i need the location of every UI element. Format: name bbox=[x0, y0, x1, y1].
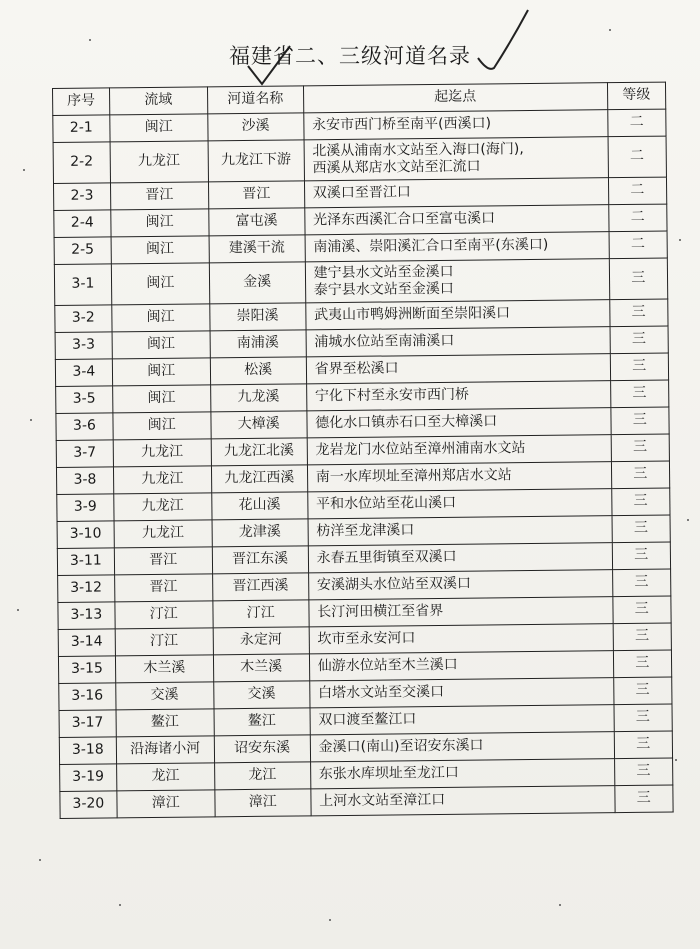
range-line: 坎市至永安河口 bbox=[317, 630, 416, 648]
document-title: 福建省二、三级河道名录 bbox=[229, 44, 471, 68]
cell-no: 3-6 bbox=[56, 413, 113, 441]
cell-basin: 九龙江 bbox=[113, 439, 211, 467]
cell-range bbox=[308, 516, 612, 546]
cell-grade: 三 bbox=[612, 596, 671, 624]
cell-range bbox=[310, 759, 614, 789]
cell-grade: 三 bbox=[614, 785, 673, 813]
cell-grade: 二 bbox=[608, 177, 667, 205]
cell-river-name: 崇阳溪 bbox=[209, 303, 305, 331]
cell-no: 3-2 bbox=[55, 305, 112, 333]
cell-range bbox=[310, 705, 614, 735]
cell-no: 3-18 bbox=[59, 737, 116, 765]
range-line: 金溪口(南山)至诏安东溪口 bbox=[318, 737, 484, 756]
cell-range bbox=[307, 489, 611, 519]
range-line: 双溪口至晋江口 bbox=[312, 184, 411, 202]
cell-grade: 二 bbox=[609, 231, 668, 259]
header-name: 河道名称 bbox=[207, 86, 303, 114]
range-line: 南一水库坝址至漳州郑店水文站 bbox=[315, 467, 512, 486]
range-line: 德化水口镇赤石口至大樟溪口 bbox=[315, 413, 498, 432]
cell-no: 3-13 bbox=[58, 602, 115, 630]
cell-basin: 晋江 bbox=[110, 182, 208, 210]
cell-river-name: 九龙江北溪 bbox=[211, 438, 307, 466]
range-line: 武夷山市鸭姆洲断面至崇阳溪口 bbox=[314, 305, 511, 324]
cell-range bbox=[306, 354, 610, 384]
cell-range bbox=[306, 381, 610, 411]
cell-grade: 三 bbox=[609, 258, 668, 300]
cell-no: 2-2 bbox=[53, 142, 110, 184]
cell-grade: 三 bbox=[613, 677, 672, 705]
cell-river-name: 九龙江西溪 bbox=[211, 465, 307, 493]
cell-grade: 三 bbox=[611, 488, 670, 516]
cell-basin: 九龙江 bbox=[114, 520, 212, 548]
header-no: 序号 bbox=[53, 88, 110, 116]
cell-range bbox=[304, 137, 608, 181]
range-line: 光泽东西溪汇合口至富屯溪口 bbox=[313, 210, 496, 229]
range-line: 平和水位站至花山溪口 bbox=[315, 495, 457, 513]
cell-range bbox=[308, 570, 612, 600]
range-line: 浦城水位站至南浦溪口 bbox=[314, 333, 455, 351]
cell-basin: 沿海诸小河 bbox=[116, 736, 214, 764]
cell-range bbox=[311, 786, 615, 816]
cell-no: 3-15 bbox=[58, 656, 115, 684]
cell-basin: 闽江 bbox=[112, 304, 210, 332]
table-row bbox=[60, 785, 673, 818]
cell-basin: 九龙江 bbox=[114, 493, 212, 521]
cell-grade: 三 bbox=[612, 515, 671, 543]
cell-range bbox=[309, 597, 613, 627]
cell-river-name: 龙津溪 bbox=[212, 519, 308, 547]
cell-grade: 二 bbox=[608, 204, 667, 232]
cell-range bbox=[307, 462, 611, 492]
cell-basin: 汀江 bbox=[115, 628, 213, 656]
cell-basin: 晋江 bbox=[114, 547, 212, 575]
cell-river-name: 花山溪 bbox=[211, 492, 307, 520]
cell-range bbox=[309, 624, 613, 654]
range-line: 枋洋至龙津溪口 bbox=[316, 522, 415, 540]
cell-basin: 闽江 bbox=[110, 114, 208, 142]
cell-no: 3-5 bbox=[56, 386, 113, 414]
cell-grade: 三 bbox=[613, 650, 672, 678]
header-range: 起迄点 bbox=[303, 83, 607, 113]
range-line: 省界至松溪口 bbox=[314, 360, 399, 378]
cell-basin: 闽江 bbox=[111, 236, 209, 264]
cell-river-name: 木兰溪 bbox=[213, 654, 309, 682]
cell-river-name: 永定河 bbox=[213, 627, 309, 655]
cell-no: 3-8 bbox=[56, 467, 113, 495]
cell-grade: 二 bbox=[607, 109, 666, 137]
cell-no: 2-3 bbox=[54, 183, 111, 211]
header-grade: 等级 bbox=[607, 82, 666, 110]
cell-river-name: 大樟溪 bbox=[211, 411, 307, 439]
cell-range bbox=[310, 732, 614, 762]
cell-no: 2-4 bbox=[54, 210, 111, 238]
cell-no: 3-16 bbox=[59, 683, 116, 711]
cell-river-name: 鳌江 bbox=[214, 708, 310, 736]
cell-range bbox=[309, 678, 613, 708]
cell-grade: 三 bbox=[611, 434, 670, 462]
cell-river-name: 建溪干流 bbox=[209, 235, 305, 263]
cell-no: 3-4 bbox=[55, 359, 112, 387]
cell-grade: 三 bbox=[612, 569, 671, 597]
range-line: 永安市西门桥至南平(西溪口) bbox=[312, 115, 492, 134]
cell-no: 3-3 bbox=[55, 332, 112, 360]
cell-no: 3-14 bbox=[58, 629, 115, 657]
cell-grade: 三 bbox=[610, 380, 669, 408]
cell-river-name: 汀江 bbox=[213, 600, 309, 628]
cell-no: 3-20 bbox=[60, 791, 117, 819]
cell-river-name: 金溪 bbox=[209, 262, 305, 304]
range-line: 上河水文站至漳江口 bbox=[319, 792, 446, 810]
cell-grade: 三 bbox=[610, 407, 669, 435]
cell-river-name: 龙江 bbox=[214, 762, 310, 790]
cell-no: 2-1 bbox=[53, 115, 110, 143]
range-line: 仙游水位站至木兰溪口 bbox=[317, 657, 458, 675]
range-line: 长汀河田横江至省界 bbox=[317, 603, 444, 621]
cell-range bbox=[305, 259, 609, 303]
cell-no: 3-7 bbox=[56, 440, 113, 468]
cell-river-name: 晋江东溪 bbox=[212, 546, 308, 574]
cell-range bbox=[303, 110, 607, 140]
range-line: 永春五里街镇至双溪口 bbox=[316, 549, 457, 567]
cell-no: 3-12 bbox=[58, 575, 115, 603]
cell-no: 3-9 bbox=[57, 494, 114, 522]
cell-grade: 二 bbox=[608, 136, 667, 178]
header-basin: 流域 bbox=[109, 87, 207, 115]
cell-no: 3-19 bbox=[60, 764, 117, 792]
cell-basin: 九龙江 bbox=[113, 466, 211, 494]
cell-river-name: 南浦溪 bbox=[210, 330, 306, 358]
cell-basin: 闽江 bbox=[112, 358, 210, 386]
cell-river-name: 松溪 bbox=[210, 357, 306, 385]
cell-range bbox=[307, 408, 611, 438]
cell-basin: 交溪 bbox=[116, 682, 214, 710]
cell-basin: 鳌江 bbox=[116, 709, 214, 737]
range-line: 安溪湖头水位站至双溪口 bbox=[316, 575, 471, 594]
range-line: 泰宁县水文站至金溪口 bbox=[313, 280, 454, 299]
cell-river-name: 九龙溪 bbox=[210, 384, 306, 412]
cell-basin: 闽江 bbox=[111, 209, 209, 237]
cell-no: 3-17 bbox=[59, 710, 116, 738]
cell-basin: 闽江 bbox=[112, 385, 210, 413]
cell-range bbox=[307, 435, 611, 465]
range-line: 双口渡至鳌江口 bbox=[318, 711, 417, 729]
cell-range bbox=[305, 300, 609, 330]
cell-basin: 闽江 bbox=[113, 412, 211, 440]
cell-river-name: 晋江西溪 bbox=[212, 573, 308, 601]
table-body bbox=[53, 109, 673, 818]
cell-range bbox=[304, 205, 608, 235]
cell-range bbox=[306, 327, 610, 357]
cell-basin: 汀江 bbox=[115, 601, 213, 629]
range-line: 建宁县水文站至金溪口 bbox=[313, 263, 454, 281]
range-line: 西溪从郑店水文站至汇流口 bbox=[312, 158, 481, 177]
cell-grade: 三 bbox=[614, 704, 673, 732]
cell-grade: 三 bbox=[614, 731, 673, 759]
table-row bbox=[54, 258, 667, 305]
cell-basin: 龙江 bbox=[116, 763, 214, 791]
cell-basin: 晋江 bbox=[114, 574, 212, 602]
range-line: 南浦溪、崇阳溪汇合口至南平(东溪口) bbox=[313, 237, 549, 256]
cell-no: 3-11 bbox=[57, 548, 114, 576]
cell-no: 3-1 bbox=[54, 264, 111, 306]
range-line: 北溪从浦南水文站至入海口(海门), bbox=[312, 140, 524, 159]
river-table bbox=[52, 82, 674, 819]
cell-river-name: 沙溪 bbox=[207, 113, 303, 141]
cell-grade: 三 bbox=[612, 542, 671, 570]
cell-grade: 三 bbox=[610, 353, 669, 381]
table-row bbox=[53, 136, 666, 183]
cell-river-name: 诏安东溪 bbox=[214, 735, 310, 763]
cell-grade: 三 bbox=[614, 758, 673, 786]
range-line: 东张水库坝址至龙江口 bbox=[318, 765, 459, 783]
cell-basin: 木兰溪 bbox=[115, 655, 213, 683]
range-line: 宁化下村至永安市西门桥 bbox=[314, 386, 470, 405]
cell-range bbox=[305, 232, 609, 262]
cell-basin: 漳江 bbox=[117, 790, 215, 818]
cell-grade: 三 bbox=[610, 326, 669, 354]
cell-grade: 三 bbox=[611, 461, 670, 489]
cell-grade: 三 bbox=[609, 299, 668, 327]
cell-basin: 闽江 bbox=[112, 331, 210, 359]
cell-river-name: 富屯溪 bbox=[208, 208, 304, 236]
cell-river-name: 晋江 bbox=[208, 181, 304, 209]
range-line: 龙岩龙门水位站至漳州浦南水文站 bbox=[315, 440, 526, 459]
range-line: 白塔水文站至交溪口 bbox=[317, 684, 445, 702]
cell-river-name: 漳江 bbox=[215, 789, 311, 817]
cell-basin: 闽江 bbox=[111, 263, 209, 305]
cell-no: 3-10 bbox=[57, 521, 114, 549]
cell-river-name: 交溪 bbox=[213, 681, 309, 709]
cell-grade: 三 bbox=[613, 623, 672, 651]
cell-river-name: 九龙江下游 bbox=[208, 140, 304, 182]
cell-basin: 九龙江 bbox=[110, 141, 208, 183]
cell-range bbox=[309, 651, 613, 681]
cell-no: 2-5 bbox=[54, 237, 111, 265]
cell-range bbox=[304, 178, 608, 208]
cell-range bbox=[308, 543, 612, 573]
